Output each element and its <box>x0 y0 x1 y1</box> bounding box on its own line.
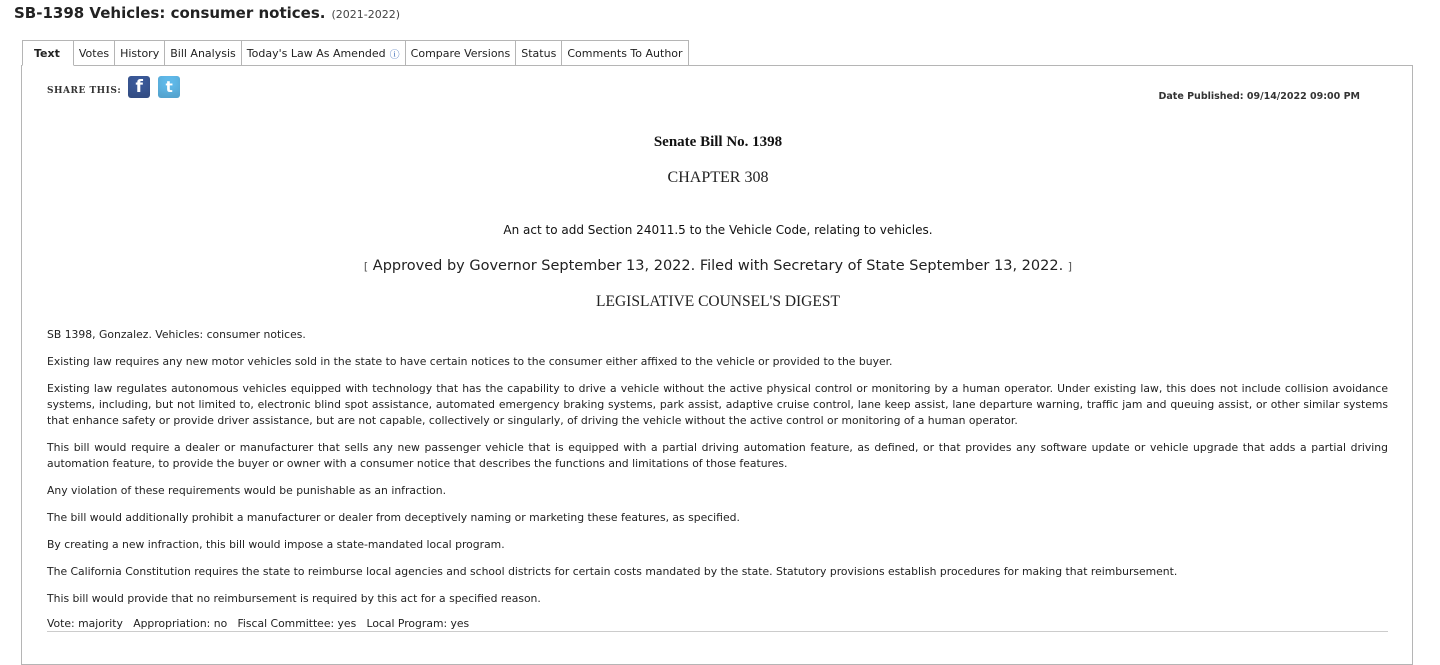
tab-todays-law-as-amended[interactable] <box>242 40 406 66</box>
approval-line <box>22 258 1414 274</box>
info-icon[interactable]: ⓘ <box>389 49 400 61</box>
twitter-icon[interactable]: t <box>158 76 180 98</box>
bill-session: (2021-2022) <box>331 8 401 21</box>
tab-bill-analysis[interactable] <box>165 40 242 66</box>
tab-status[interactable] <box>516 40 562 66</box>
share-bar <box>47 76 188 98</box>
digest-heading: LEGISLATIVE COUNSEL'S DIGEST <box>596 293 840 310</box>
page-title <box>14 4 400 22</box>
chapter-heading: CHAPTER 308 <box>667 169 769 186</box>
facebook-icon[interactable]: f <box>128 76 150 98</box>
act-description: An act to add Section 24011.5 to the Vehicle Code, relating to vehicles. <box>503 223 933 237</box>
approval-bracket-close: ] <box>1067 260 1073 273</box>
share-label: SHARE THIS: <box>47 86 122 96</box>
approval-bracket-open: [ <box>363 260 369 273</box>
bill-title-text: SB-1398 Vehicles: consumer notices. <box>14 4 326 22</box>
digest-paragraph: SB 1398, Gonzalez. Vehicles: consumer notices. <box>47 328 306 341</box>
tab-comments-label: Comments To Author <box>567 46 683 60</box>
tab-history[interactable] <box>115 40 165 66</box>
tab-compare-versions[interactable] <box>406 40 517 66</box>
tab-todays-law-label: Today's Law As Amended <box>246 46 386 60</box>
bill-number-heading: Senate Bill No. 1398 <box>653 134 783 150</box>
date-published: Date Published: 09/14/2022 09:00 PM <box>1158 91 1360 102</box>
digest-paragraph: By creating a new infraction, this bill would impose a state-mandated local program. <box>47 538 505 551</box>
tab-votes-label: Votes <box>78 46 110 60</box>
tab-comments-to-author[interactable] <box>562 40 688 66</box>
approval-text: Approved by Governor September 13, 2022. Filed with Secretary of State September 13, 2022. <box>372 258 1064 274</box>
bill-tabs <box>22 40 689 66</box>
tab-status-label: Status <box>521 46 557 60</box>
digest-paragraph: The bill would additionally prohibit a manufacturer or dealer from deceptively naming or marketing these features, as specified. <box>47 511 740 524</box>
legislative-digest <box>47 327 1388 618</box>
digest-paragraph: The California Constitution requires the state to reimburse local agencies and school districts for certain costs mandated by the state. Statutory provisions establish procedures for making that reimbursement. <box>47 565 1178 578</box>
tab-votes[interactable] <box>74 40 115 66</box>
digest-paragraph: Existing law requires any new motor vehicles sold in the state to have certain notices to the consumer either affixed to the vehicle or provided to the buyer. <box>47 355 893 368</box>
tab-history-label: History <box>120 46 160 60</box>
tab-text-label: Text <box>34 46 60 60</box>
digest-paragraph: Existing law regulates autonomous vehicles equipped with technology that has the capability to drive a vehicle without the active physical control or monitoring by a human operator. Under existing law, this does not include collision avoidance systems, including, but not limited to, electronic blind spot assistance, automated emergency braking systems, park assist, adaptive cruise control, lane keep assist, lane departure warning, traffic jam and queuing assist, or other similar systems that enhance safety or provide driver assistance, but are not capable, collectively or singularly, of driving the vehicle without the active control or monitoring of a human operator. <box>47 382 1388 427</box>
tab-text[interactable] <box>22 40 74 66</box>
tab-compare-versions-label: Compare Versions <box>410 46 511 60</box>
digest-paragraph: This bill would require a dealer or manufacturer that sells any new passenger vehicle that is equipped with a partial driving automation feature, as defined, or that provides any software update or vehicle upgrade that adds a partial driving automation feature, to provide the buyer or owner with a consumer notice that describes the functions and limitations of those features. <box>47 441 1388 470</box>
digest-paragraph: This bill would provide that no reimbursement is required by this act for a specified reason. <box>47 592 541 605</box>
digest-paragraph: Any violation of these requirements would be punishable as an infraction. <box>47 484 447 497</box>
tab-bill-analysis-label: Bill Analysis <box>170 46 236 60</box>
vote-summary: Vote: majority Appropriation: no Fiscal Committee: yes Local Program: yes <box>47 617 1388 632</box>
